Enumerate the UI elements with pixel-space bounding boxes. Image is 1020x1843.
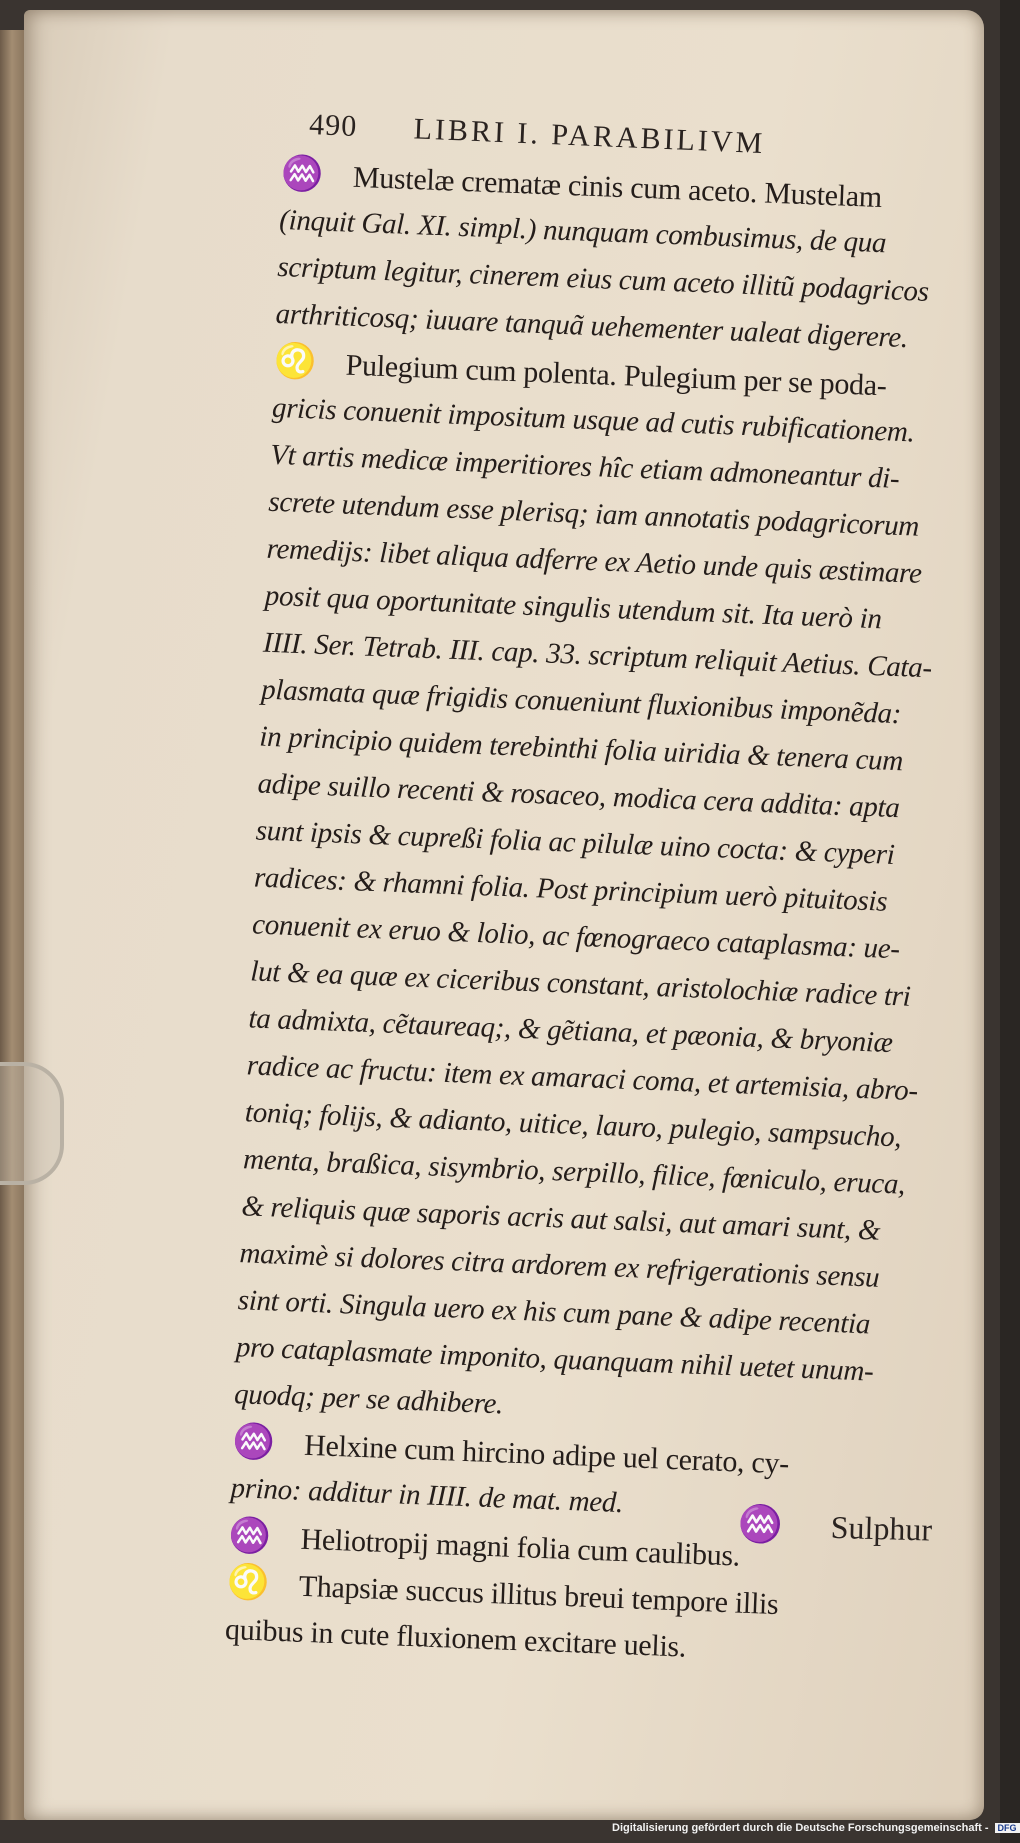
running-title: LIBRI I. PARABILIVM: [413, 112, 766, 161]
page-number: 490: [308, 108, 358, 143]
line-text: scriptum legitur, cinerem eius cum aceto illitũ podagricos: [276, 250, 930, 308]
remedy-symbol-icon: ♒: [280, 154, 324, 194]
line-text: adipe suillo recenti & rosaceo, modica cera addita: apta: [257, 767, 901, 825]
line-text: Helxine cum hircino adipe uel cerato, cy-: [303, 1428, 790, 1481]
line-text: (inquit Gal. XI. simpl.) nunquam combusimus, de qua: [278, 203, 887, 260]
remedy-symbol-icon: ♒: [228, 1516, 272, 1556]
remedy-symbol-icon: ♌: [226, 1563, 270, 1603]
line-text: gricis conuenit impositum usque ad cutis rubificationem.: [271, 391, 916, 449]
credit-text: Digitalisierung gefördert durch die Deutsche Forschungsgemeinschaft -: [612, 1822, 989, 1834]
line-text: quibus in cute fluxionem excitare uelis.: [224, 1612, 687, 1664]
body-text: [224, 150, 961, 1679]
line-text: Pulegium cum polenta. Pulegium per se poda-: [345, 348, 888, 403]
line-text: & reliquis quæ saporis acris aut salsi, aut amari sunt, &: [240, 1190, 881, 1247]
line-text: in principio quidem terebinthi folia uiridia & tenera cum: [258, 720, 904, 778]
line-text: ta admixta, cẽtaureaq;, & gẽtiana, et pæonia, & bryoniæ: [248, 1002, 894, 1060]
line-text: remedijs: libet aliqua adferre ex Aetio unde quis æstimare: [266, 532, 923, 590]
line-text: screte utendum esse plerisq; iam annotatis podagricorum: [267, 485, 920, 543]
line-text: quodq; per se adhibere.: [233, 1378, 504, 1421]
line-text: conuenit ex eruo & lolio, ac fœnograeco cataplasma: ue-: [251, 908, 901, 966]
line-text: sint orti. Singula uero ex his cum pane & adipe recentia: [237, 1284, 871, 1341]
line-text: pro cataplasmate imponito, quanquam nihil uetet unum-: [235, 1331, 875, 1388]
remedy-symbol-icon: ♒: [231, 1423, 276, 1462]
line-text: radices: & rhamni folia. Post principium uerò pituitosis: [253, 861, 888, 918]
line-text: IIII. Ser. Tetrab. III. cap. 33. scriptum reliquit Aetius. Cata-: [262, 626, 933, 685]
catchword-text: Sulphur: [830, 1508, 933, 1548]
line-text: posit qua oportunitate singulis utendum sit. Ita uerò in: [264, 579, 883, 636]
line-text: radice ac fructu: item ex amaraci coma, et artemisia, abro-: [246, 1049, 919, 1108]
line-text: plasmata quæ frigidis conueniunt fluxionibus imponẽda:: [260, 673, 902, 731]
dfg-logo-icon: DFG: [995, 1823, 1020, 1833]
line-text: sunt ipsis & cupreßi folia ac pilulæ uino cocta: & cyperi: [255, 814, 896, 872]
line-text: Vt artis medicæ imperitiores hîc etiam admoneantur di-: [269, 438, 900, 495]
remedy-symbol-icon: ♌: [273, 342, 317, 382]
page-clip: [0, 1062, 64, 1185]
line-text: Thapsiæ succus illitus breui tempore illis: [298, 1569, 780, 1622]
catchword: [737, 1502, 932, 1549]
line-text: lut & ea quæ ex ciceribus constant, aristolochiæ radice tri: [249, 955, 912, 1013]
line-text: arthriticosq; iuuare tanquã uehementer ualeat digerere.: [275, 297, 909, 355]
line-text: prino: additur in IIII. de mat. med.: [229, 1472, 624, 1520]
line-text: toniq; folijs, & adianto, uitice, lauro, pulegio, sampsucho,: [244, 1096, 902, 1154]
line-text: Heliotropij magni folia cum caulibus.: [300, 1522, 741, 1573]
aquarius-symbol-icon: ♒: [737, 1503, 784, 1545]
line-text: maximè si dolores citra ardorem ex refrigerationis sensu: [239, 1237, 880, 1294]
digitization-credit: [612, 1822, 1020, 1834]
line-text: Mustelæ crematæ cinis cum aceto. Mustelam: [352, 160, 883, 215]
line-text: menta, braßica, sisymbrio, serpillo, filice, fœniculo, eruca,: [242, 1143, 906, 1201]
